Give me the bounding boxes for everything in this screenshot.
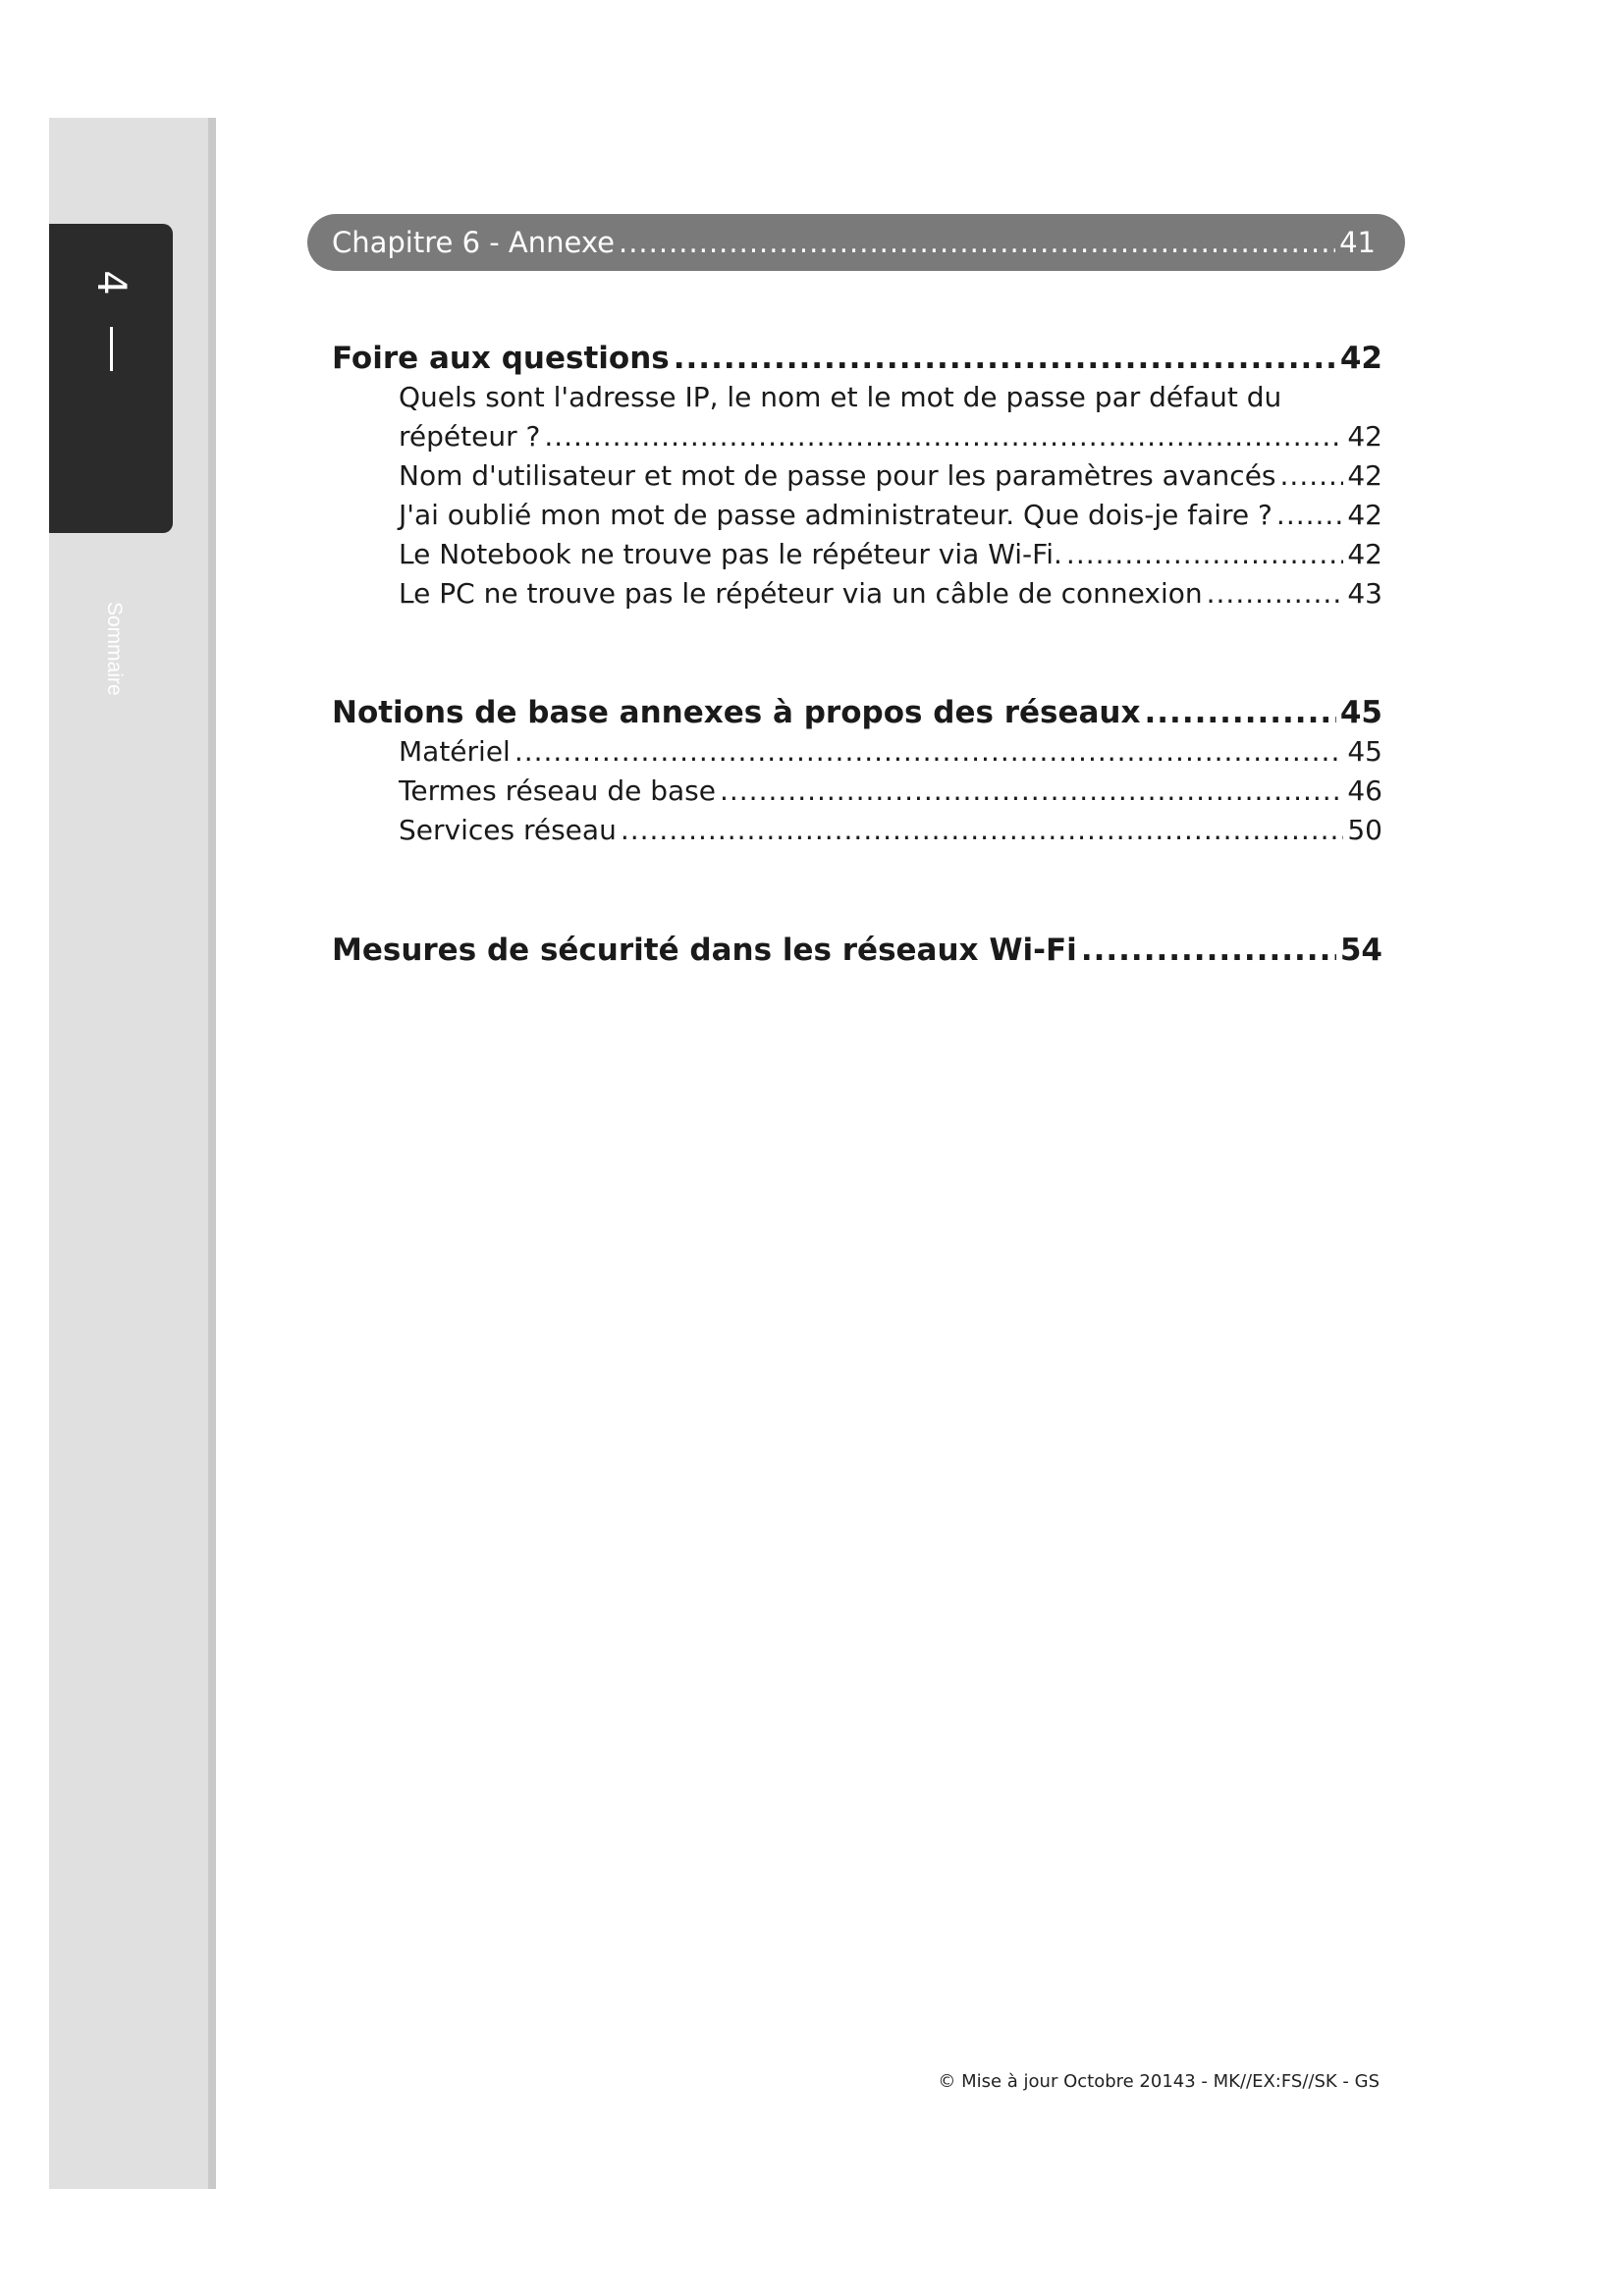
subentry-page: 46 <box>1347 774 1382 807</box>
section-page: 54 <box>1339 933 1382 968</box>
toc-section-faq <box>332 339 1382 614</box>
dot-leader <box>1081 931 1336 970</box>
subentry-title: Le Notebook ne trouve pas le répéteur via Wi-Fi. <box>399 538 1062 570</box>
chapter-title: Chapitre 6 - Annexe <box>332 226 615 259</box>
subentry-page: 50 <box>1347 814 1382 846</box>
toc-entry[interactable] <box>332 931 1382 970</box>
toc-entry[interactable] <box>332 693 1382 732</box>
dot-leader <box>619 226 1335 259</box>
dot-leader <box>544 417 1343 456</box>
section-page: 45 <box>1339 695 1382 730</box>
subentry-title-line: Quels sont l'adresse IP, le nom et le mot de passe par défaut du <box>399 381 1282 413</box>
subentry-title: Matériel <box>399 735 511 768</box>
footer-copyright: © Mise à jour Octobre 20143 - MK//EX:FS//SK - GS <box>938 2071 1380 2092</box>
dot-leader <box>1276 496 1343 535</box>
dot-leader <box>1207 574 1344 614</box>
toc-section-network-basics <box>332 693 1382 850</box>
section-tab[interactable] <box>49 224 173 696</box>
chapter-page: 41 <box>1339 226 1376 259</box>
subentry-title: Termes réseau de base <box>399 774 716 807</box>
section-label: Sommaire <box>103 602 126 696</box>
toc-subentry[interactable] <box>332 732 1382 772</box>
dot-leader <box>514 732 1344 772</box>
toc-subentry[interactable] <box>332 456 1382 496</box>
page-number: 4 <box>88 270 134 295</box>
toc-entry[interactable] <box>332 339 1382 378</box>
chapter-heading[interactable] <box>307 214 1405 271</box>
subentry-title: J'ai oublié mon mot de passe administrateur. Que dois-je faire ? <box>399 499 1272 531</box>
subentry-page: 42 <box>1347 499 1382 531</box>
subentry-title: Services réseau <box>399 814 617 846</box>
dot-leader <box>1144 693 1335 732</box>
section-title: Mesures de sécurité dans les réseaux Wi-Fi <box>332 933 1077 968</box>
section-title: Foire aux questions <box>332 341 670 376</box>
dot-leader <box>674 339 1336 378</box>
toc-subentry[interactable] <box>332 811 1382 850</box>
toc-subentry[interactable] <box>332 772 1382 811</box>
subentry-title: répéteur ? <box>399 420 541 453</box>
dot-leader <box>621 811 1344 850</box>
subentry-page: 43 <box>1347 577 1382 610</box>
dot-leader <box>720 772 1343 811</box>
subentry-page: 42 <box>1347 459 1382 492</box>
section-title: Notions de base annexes à propos des réseaux <box>332 695 1141 730</box>
toc-subentry[interactable] <box>332 535 1382 574</box>
toc-subentry[interactable] <box>332 496 1382 535</box>
subentry-title: Le PC ne trouve pas le répéteur via un câble de connexion <box>399 577 1203 610</box>
subentry-page: 42 <box>1347 538 1382 570</box>
subentry-page: 42 <box>1347 420 1382 453</box>
subentry-page: 45 <box>1347 735 1382 768</box>
dot-leader <box>1066 535 1343 574</box>
section-page: 42 <box>1339 341 1382 376</box>
toc-section-wifi-security <box>332 931 1382 970</box>
toc-subentry[interactable] <box>332 378 1382 456</box>
subentry-title: Nom d'utilisateur et mot de passe pour les paramètres avancés <box>399 459 1276 492</box>
toc-subentry[interactable] <box>332 574 1382 614</box>
dot-leader <box>1280 456 1344 496</box>
tab-divider <box>110 327 113 371</box>
